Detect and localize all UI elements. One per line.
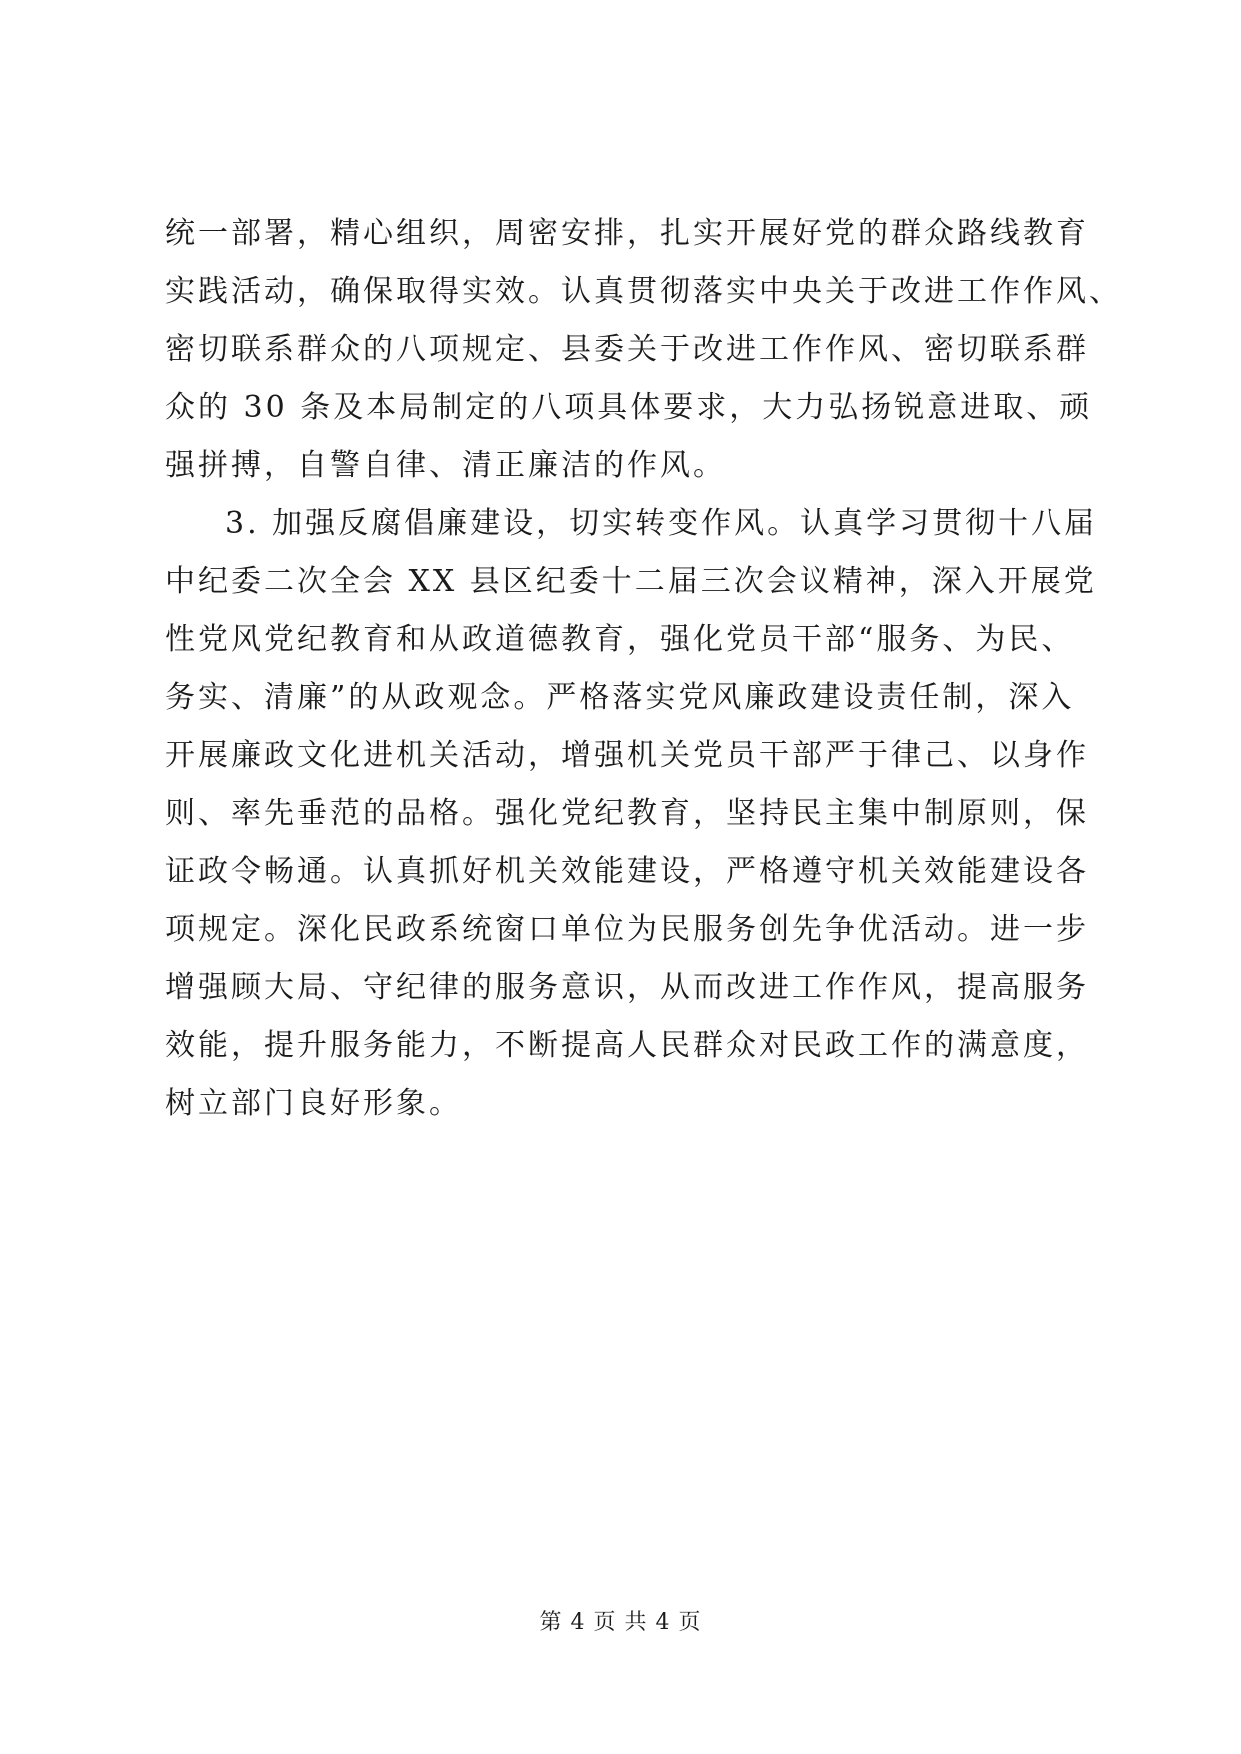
paragraph-start-line: 3. 加强反腐倡廉建设，切实转变作风。认真学习贯彻十八届	[225, 506, 1098, 541]
text-line: 树立部门良好形象。	[165, 1086, 462, 1121]
text-line: 中纪委二次全会 XX 县区纪委十二届三次会议精神，深入开展党	[165, 564, 1097, 599]
text-line: 证政令畅通。认真抓好机关效能建设，严格遵守机关效能建设各	[165, 854, 1089, 889]
page-footer: 第 4 页 共 4 页	[539, 1610, 702, 1635]
text-line: 则、率先垂范的品格。强化党纪教育，坚持民主集中制原则，保	[165, 796, 1089, 831]
text-line: 众的 30 条及本局制定的八项具体要求，大力弘扬锐意进取、顽	[165, 390, 1093, 425]
text-line: 强拼搏，自警自律、清正廉洁的作风。	[165, 448, 726, 483]
text-line: 效能，提升服务能力，不断提高人民群众对民政工作的满意度，	[165, 1028, 1089, 1063]
body-text	[165, 205, 1122, 1133]
text-line: 实践活动，确保取得实效。认真贯彻落实中央关于改进工作作风、	[165, 274, 1122, 309]
text-line: 务实、清廉”的从政观念。严格落实党风廉政建设责任制，深入	[165, 680, 1075, 715]
text-line: 统一部署，精心组织，周密安排，扎实开展好党的群众路线教育	[165, 216, 1089, 251]
text-line: 密切联系群众的八项规定、县委关于改进工作作风、密切联系群	[165, 332, 1089, 367]
text-line: 开展廉政文化进机关活动，增强机关党员干部严于律己、以身作	[165, 738, 1089, 773]
text-line: 性党风党纪教育和从政道德教育，强化党员干部“服务、为民、	[165, 622, 1075, 657]
text-line: 项规定。深化民政系统窗口单位为民服务创先争优活动。进一步	[165, 912, 1089, 947]
text-line: 增强顾大局、守纪律的服务意识，从而改进工作作风，提高服务	[165, 970, 1089, 1005]
